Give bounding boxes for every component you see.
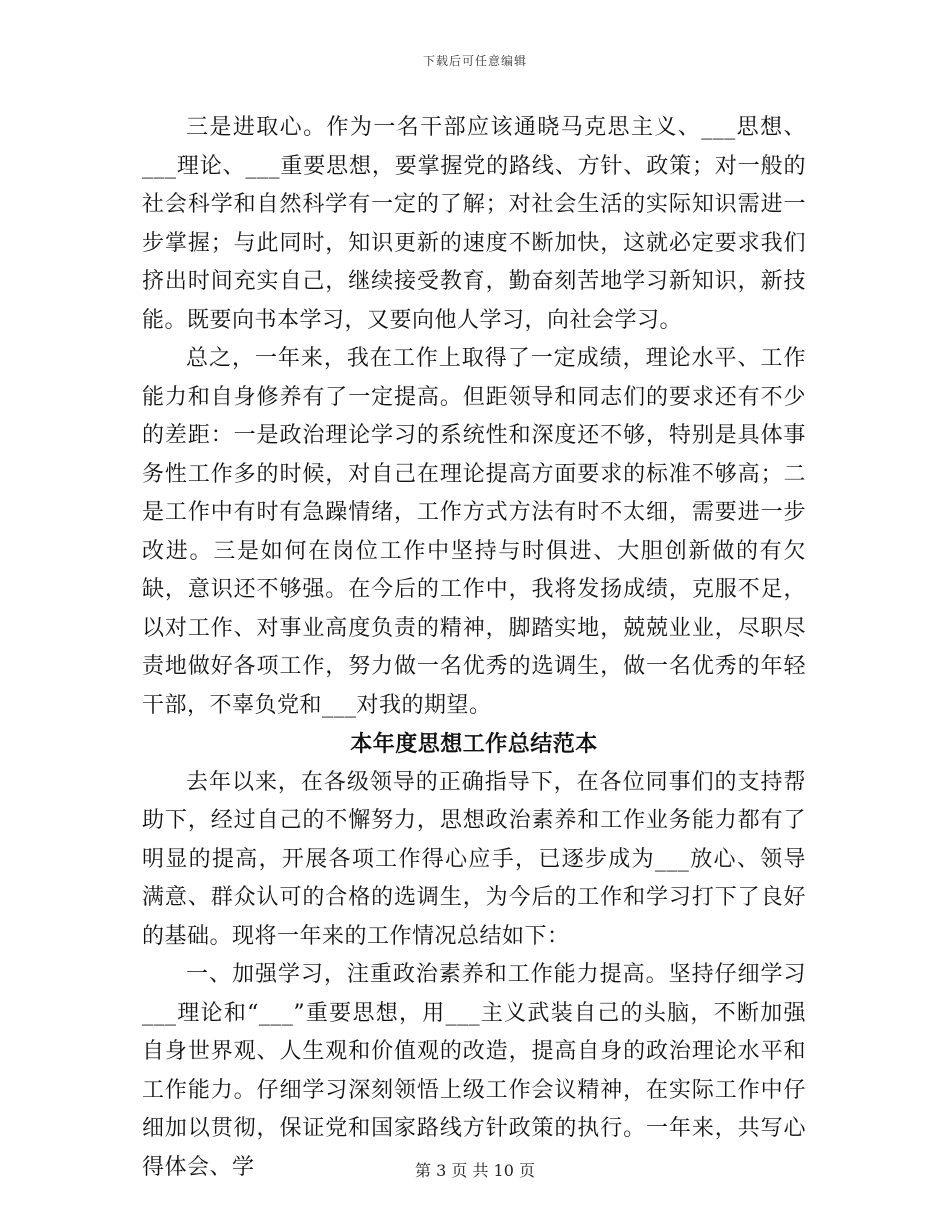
section-title: 本年度思想工作总结范本 xyxy=(350,731,598,757)
paragraph-summary: 总之，一年来，我在工作上取得了一定成绩，理论水平、工作能力和自身修养有了一定提高。但距领导和同志们的要求还有不少的差距：一是政治理论学习的系统性和深度还不够，特别是具体事务性工作多的时候，对自己在理论提高方面要求的标准不够高；二是工作中有时有急躁情绪，工作方式方法有时不太细，需要进一步改进。三是如何在岗位工作中坚持与时俱进、大胆创新做的有欠缺，意识还不够强。在今后的工作中，我将发扬成绩，克服不足，以对工作、对事业高度负责的精神，脚踏实地，兢兢业业，尽职尽责地做好各项工作，努力做一名优秀的选调生，做一名优秀的年轻干部，不辜负党和___对我的期望。 xyxy=(142,346,806,718)
page-header: 下载后可任意编辑 xyxy=(422,54,527,68)
page-footer: 第 3 页 共 10 页 xyxy=(415,1161,535,1180)
document-body xyxy=(142,109,806,1187)
paragraph-progress: 三是进取心。作为一名干部应该通晓马克思主义、___思想、___理论、___重要思想，要掌握党的路线、方针、政策；对一般的社会科学和自然科学有一定的了解；对社会生活的实际知识需进一步掌握；与此同时，知识更新的速度不断加快，这就必定要求我们挤出时间充实自己，继续接受教育，勤奋刻苦地学习新知识，新技能。既要向书本学习，又要向他人学习，向社会学习。 xyxy=(142,115,806,333)
paragraph-intro: 去年以来，在各级领导的正确指导下，在各位同事们的支持帮助下，经过自己的不懈努力，思想政治素养和工作业务能力都有了明显的提高，开展各项工作得心应手，已逐步成为___放心、领导满意、群众认可的合格的选调生，为今后的工作和学习打下了良好的基础。现将一年来的工作情况总结如下： xyxy=(142,769,806,949)
paragraph-study: 一、加强学习，注重政治素养和工作能力提高。坚持仔细学习___理论和“___”重要思想，用___主义武装自己的头脑，不断加强自身世界观、人生观和价值观的改造，提高自身的政治理论水平和工作能力。仔细学习深刻领悟上级工作会议精神，在实际工作中仔细加以贯彻，保证党和国家路线方针政策的执行。一年来，共写心得体会、学 xyxy=(142,962,806,1180)
